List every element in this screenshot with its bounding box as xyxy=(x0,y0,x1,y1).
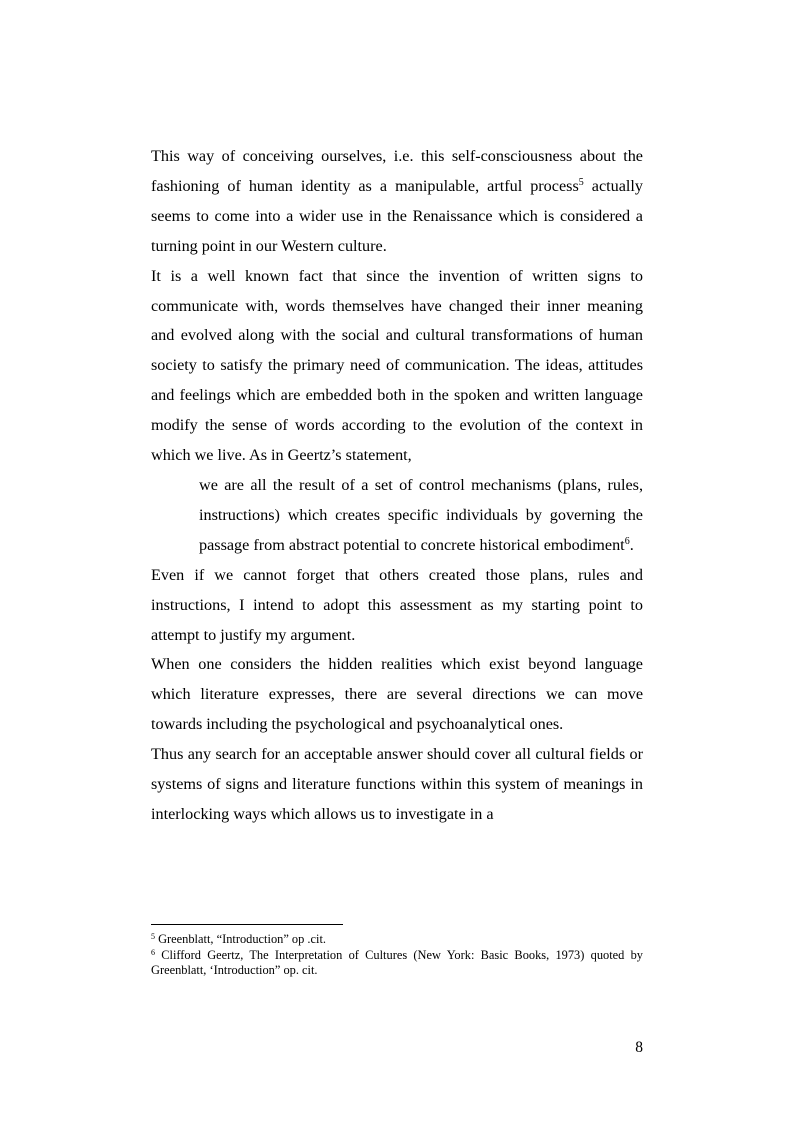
block-quote xyxy=(199,471,643,561)
footnote-separator xyxy=(151,924,343,925)
footnote-5-number: 5 xyxy=(151,932,155,941)
paragraph-1-text: This way of conceiving ourselves, i.e. this self-consciousness about the fashioning of human identity as a manipulable, artful process xyxy=(151,147,643,195)
footnote-5 xyxy=(151,932,643,948)
footnote-6-text: Clifford Geertz, The Interpretation of Cultures (New York: Basic Books, 1973) quoted by Greenblatt, ‘Introduction” op. cit. xyxy=(151,947,643,977)
paragraph-1-tail: actually seems to come into a wider use in the Renaissance which is considered a turning point in our Western culture. xyxy=(151,176,643,255)
paragraph-5: Thus any search for an acceptable answer should cover all cultural fields or systems of signs and literature functions within this system of meanings in interlocking ways which allows us to investigate in a xyxy=(151,745,643,823)
block-quote-text: we are all the result of a set of control mechanisms (plans, rules, instructions) which creates specific individuals by governing the passage from abstract potential to concrete historical embodiment xyxy=(199,475,643,554)
footnote-ref-5[interactable]: 5 xyxy=(578,176,584,188)
paragraph-2: It is a well known fact that since the invention of written signs to communicate with, words themselves have changed their inner meaning and evolved along with the social and cultural transformations of human society to satisfy the primary need of communication. The ideas, attitudes and feelings which are embedded both in the spoken and written language modify the sense of words according to the evolution of the context in which we live. As in Geertz’s statement, xyxy=(151,266,643,465)
footnote-6-number: 6 xyxy=(151,947,155,957)
paragraph-1 xyxy=(151,142,643,262)
paragraph-3: Even if we cannot forget that others created those plans, rules and instructions, I intend to adopt this assessment as my starting point to attempt to justify my argument. xyxy=(151,565,643,644)
footnote-6 xyxy=(151,948,643,979)
paragraph-4: When one considers the hidden realities which exist beyond language which literature expresses, there are several directions we can move towards including the psychological and psychoanalytical ones. xyxy=(151,655,643,734)
page-number: 8 xyxy=(635,1039,643,1056)
footnote-ref-6[interactable]: 6 xyxy=(624,535,630,547)
body-text xyxy=(151,142,643,830)
footnotes xyxy=(151,932,643,979)
block-quote-tail: . xyxy=(629,535,634,554)
footnote-5-text: Greenblatt, “Introduction” op .cit. xyxy=(155,932,327,946)
